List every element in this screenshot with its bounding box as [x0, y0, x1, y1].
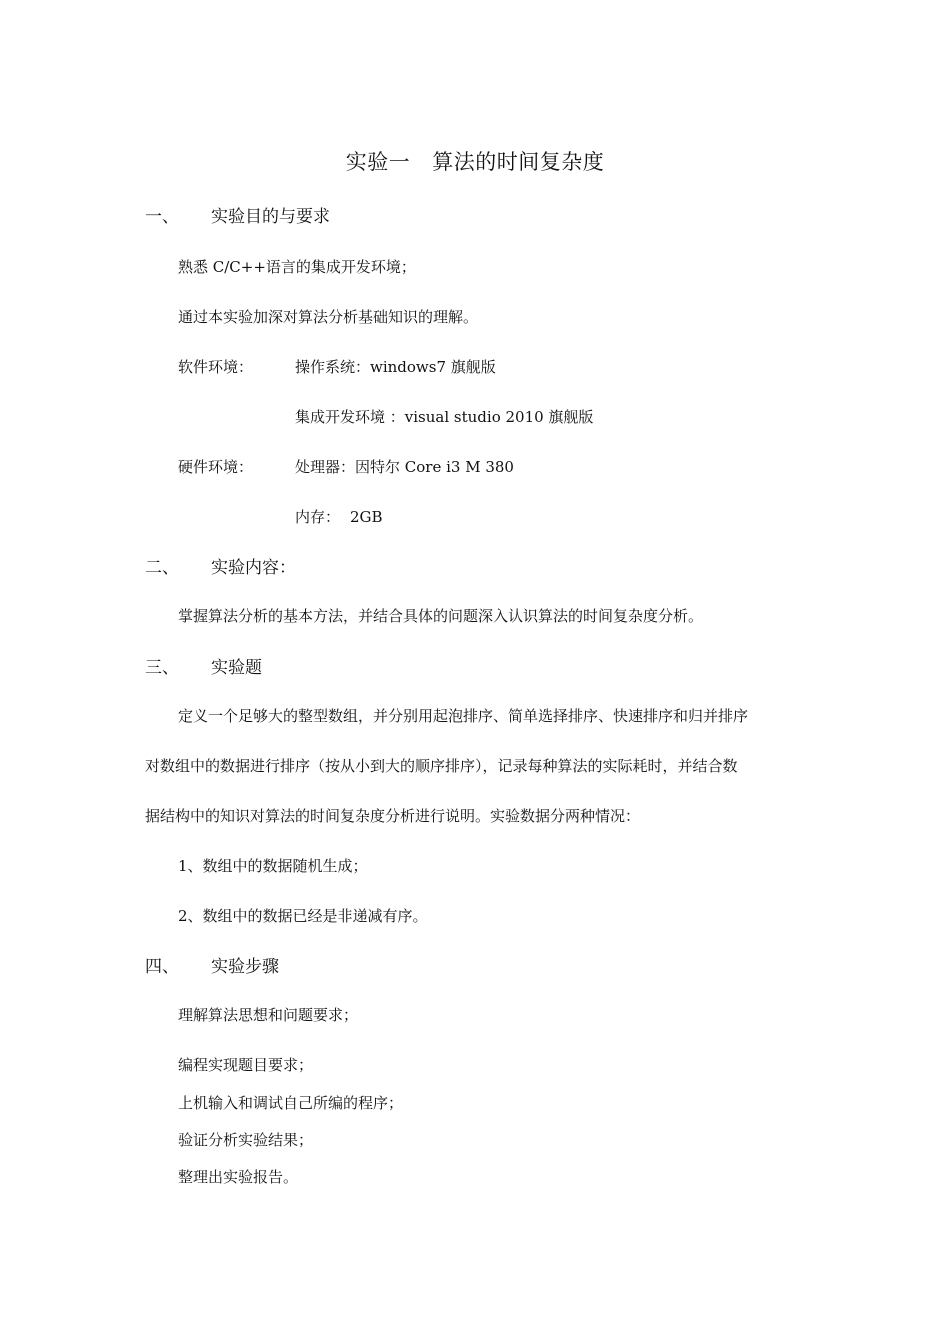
s3-para-line-3: 据结构中的知识对算法的时间复杂度分析进行说明。实验数据分两种情况： — [145, 807, 641, 825]
page-title — [0, 146, 950, 176]
section-3-number: 三、 — [145, 658, 179, 678]
software-os: 操作系统：windows7 旗舰版 — [295, 358, 496, 376]
s1-item-1: 熟悉 C/C++语言的集成开发环境； — [178, 258, 416, 276]
s1-item-2: 通过本实验加深对算法分析基础知识的理解。 — [178, 308, 479, 326]
s4-step-4: 验证分析实验结果； — [178, 1131, 314, 1149]
s3-para-line-1: 定义一个足够大的整型数组，并分别用起泡排序、简单选择排序、快速排序和归并排序 — [178, 707, 749, 725]
s4-step-3: 上机输入和调试自己所编的程序； — [178, 1094, 404, 1112]
title-part-2: 算法的时间复杂度 — [432, 150, 605, 174]
s4-step-1: 理解算法思想和问题要求； — [178, 1006, 359, 1024]
s4-step-5: 整理出实验报告。 — [178, 1168, 299, 1186]
s2-text: 掌握算法分析的基本方法，并结合具体的问题深入认识算法的时间复杂度分析。 — [178, 607, 704, 625]
section-1-title: 实验目的与要求 — [211, 207, 330, 227]
s4-step-2: 编程实现题目要求； — [178, 1056, 314, 1074]
section-3-title: 实验题 — [211, 658, 262, 678]
s3-case-2: 2、数组中的数据已经是非递减有序。 — [178, 907, 428, 925]
s3-para-line-2: 对数组中的数据进行排序（按从小到大的顺序排序），记录每种算法的实际耗时，并结合数 — [145, 757, 738, 775]
section-3-heading — [145, 653, 262, 678]
section-1-heading — [145, 202, 330, 227]
section-2-number: 二、 — [145, 558, 179, 578]
hardware-label: 硬件环境： — [178, 458, 254, 476]
title-part-1: 实验一 — [345, 150, 411, 174]
s3-case-1: 1、数组中的数据随机生成； — [178, 857, 368, 875]
memory-label: 内存： — [295, 508, 341, 526]
section-2-heading — [145, 553, 296, 578]
section-1-number: 一、 — [145, 207, 179, 227]
software-ide: 集成开发环境 ：visual studio 2010 旗舰版 — [295, 408, 594, 426]
section-2-title: 实验内容： — [211, 558, 296, 578]
hardware-cpu: 处理器：因特尔 Core i3 M 380 — [295, 458, 514, 476]
section-4-heading — [145, 952, 279, 977]
section-4-title: 实验步骤 — [211, 957, 279, 977]
memory-value: 2GB — [350, 508, 383, 526]
hardware-memory — [295, 506, 383, 527]
software-label: 软件环境： — [178, 358, 254, 376]
section-4-number: 四、 — [145, 957, 179, 977]
